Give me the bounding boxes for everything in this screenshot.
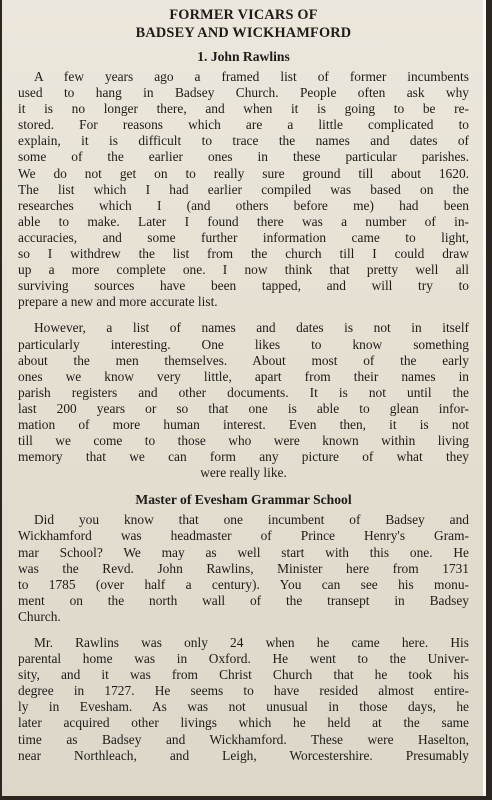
text-line: was the Revd. John Rawlins, Minister here from 1731 [18,560,469,576]
text-line: However, a list of names and dates is not in itself [34,320,469,336]
text-line: last 200 years or so that one is able to glean infor- [18,400,469,416]
text-line: particularly interesting. One likes to know something [18,336,469,352]
text-line: mar School? We may as well start with this one. He [18,544,469,560]
text-line: up a more complete one. I now think that pretty well all [18,262,469,278]
text-line: Did you know that one incumbent of Badsey and [34,512,469,528]
text-line: till we come to those who were known within living [18,433,469,449]
title-line-1: FORMER VICARS OF [169,7,318,23]
text-line: ones we know very little, apart from their names in [18,368,469,384]
section-heading-john-rawlins: 1. John Rawlins [197,49,290,64]
text-line: so I withdrew the list from the church till I could draw [18,246,469,262]
section-heading-grammar-school: Master of Evesham Grammar School [135,492,352,508]
text-line: it is no longer there, and when it is going to be re- [18,101,469,117]
text-line: mation of more human interest. Even then, it is not [18,416,469,432]
text-line: used to hang in Badsey Church. People often ask why [18,85,469,101]
document-page [2,0,486,796]
paragraph-4 [18,635,469,764]
text-line: ment on the north wall of the transept in Badsey [18,592,469,608]
text-line: near Northleach, and Leigh, Worcestershire. Presumably [18,747,469,763]
text-line: stored. For reasons which are a little complicated to [18,117,469,133]
text-line: A few years ago a framed list of former incumbents [34,69,469,84]
text-line: ly in Evesham. As was not unusual in those days, he [18,699,469,715]
text-line: We do not get on to really sure ground till about 1620. [18,165,469,181]
paragraph-2 [18,320,469,481]
text-line: sity, and it was from Christ Church that he took his [18,667,469,683]
text-line: about the men themselves. About most of the early [18,352,469,368]
article-title [18,6,469,42]
title-line-2: BADSEY AND WICKHAMFORD [135,25,352,41]
paragraph-3 [18,512,469,625]
text-line: memory that we can form any picture of what they [18,449,469,465]
text-line: able to make. Later I found there was a number of in- [18,213,469,229]
text-line: parental home was in Oxford. He went to the Univer- [18,651,469,667]
text-line: to 1785 (over half a century). You can see his monu- [18,576,469,592]
text-line: Church. [18,608,61,624]
text-line: degree in 1727. He seems to have resided almost entire- [18,683,469,699]
text-line: surviving sources have been tapped, and will try to [18,278,469,294]
paragraph-1 [18,69,469,310]
text-line: Wickhamford was headmaster of Prince Henry's Gram- [18,528,469,544]
text-line: later acquired other livings which he held at the same [18,715,469,731]
text-line: explain, it is difficult to trace the names and dates of [18,133,469,149]
text-line: The list which I had earlier compiled was based on the [18,181,469,197]
text-line: Mr. Rawlins was only 24 when he came here. His [34,635,469,650]
text-line: some of the earlier ones in these particular parishes. [18,149,469,165]
text-line: were really like. [200,465,287,481]
text-line: parish registers and other documents. It is not until the [18,384,469,400]
text-line: prepare a new and more accurate list. [18,294,218,310]
text-line: time as Badsey and Wickhamford. These were Haselton, [18,731,469,747]
text-line: accuracies, and some further information came to light, [18,229,469,245]
text-line: researches which I (and others before me) had been [18,197,469,213]
